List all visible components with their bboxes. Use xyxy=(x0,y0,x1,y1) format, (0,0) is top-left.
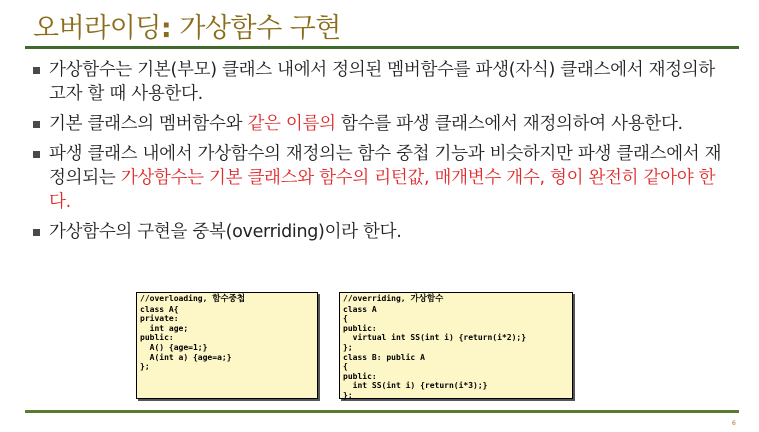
bullet-text: 함수를 파생 클래스에서 재정의하여 사용한다. xyxy=(335,114,683,134)
bullet-text: 파생 클래스 내에서 가상함수의 재정의는 함수 중첩 기능과 비슷하지만 파생 클래스에서 재정의되는 xyxy=(49,144,722,188)
bullet-list xyxy=(31,58,731,250)
code-line: public: xyxy=(343,371,377,381)
code-line: { xyxy=(343,362,348,372)
bullet-square-icon xyxy=(33,121,40,128)
slide-title xyxy=(33,6,341,45)
overriding-code-box xyxy=(339,292,573,399)
highlighted-text: 가상함수는 기본 클래스와 함수의 리턴값, 매개변수 개수, 형이 완전히 같아야 한다. xyxy=(49,168,716,212)
code-line: A(int a) {age=a;} xyxy=(140,352,232,362)
code-line: }; xyxy=(140,362,150,372)
title-divider xyxy=(25,46,739,49)
bullet-square-icon xyxy=(33,229,40,236)
bullet-item xyxy=(31,58,731,106)
bullet-text: 가상함수의 구현을 중복(overriding)이라 한다. xyxy=(49,222,402,242)
code-line: virtual int SS(int i) {return(i*2);} xyxy=(343,333,527,343)
slide-title-rest: 가상함수 구현 xyxy=(171,13,341,44)
overriding-comment: //overriding, xyxy=(343,294,411,303)
overloading-code xyxy=(140,294,314,372)
code-line: class A{ xyxy=(140,304,179,314)
bullet-item xyxy=(31,142,731,214)
bullet-text: 가상함수는 기본(부모) 클래스 내에서 정의된 멤버함수를 파생(자식) 클래스에서 재정의하고자 할 때 사용한다. xyxy=(49,60,715,104)
bullet-square-icon xyxy=(33,67,40,74)
bullet-item xyxy=(31,112,731,136)
footer-divider xyxy=(25,410,739,413)
code-line: public: xyxy=(140,333,174,343)
code-line: }; xyxy=(343,342,353,352)
overloading-comment: //overloading, xyxy=(140,294,213,303)
code-line: class A xyxy=(343,304,377,314)
highlighted-text: 같은 이름의 xyxy=(247,114,336,134)
code-line: private: xyxy=(140,314,179,324)
slide-title-colon: : xyxy=(160,13,172,44)
overloading-code-box xyxy=(136,292,318,399)
slide-title-main: 오버라이딩 xyxy=(33,13,161,44)
overriding-code-body xyxy=(343,305,526,400)
page-number: 6 xyxy=(732,420,736,427)
code-line: A() {age=1;} xyxy=(140,342,208,352)
code-line: { xyxy=(343,314,348,324)
code-line: public: xyxy=(343,323,377,333)
bullet-item xyxy=(31,220,731,244)
code-line: class B: public A xyxy=(343,352,425,362)
code-line: }; xyxy=(343,390,353,400)
bullet-text: 기본 클래스의 멤버함수와 xyxy=(49,114,248,134)
overriding-code xyxy=(343,294,569,401)
overloading-code-body xyxy=(140,305,232,372)
bullet-square-icon xyxy=(33,151,40,158)
code-line: int age; xyxy=(140,323,189,333)
overriding-label: 가상함수 xyxy=(410,294,444,304)
code-line: int SS(int i) {return(i*3);} xyxy=(343,381,488,391)
overloading-label: 함수중첩 xyxy=(212,294,246,304)
